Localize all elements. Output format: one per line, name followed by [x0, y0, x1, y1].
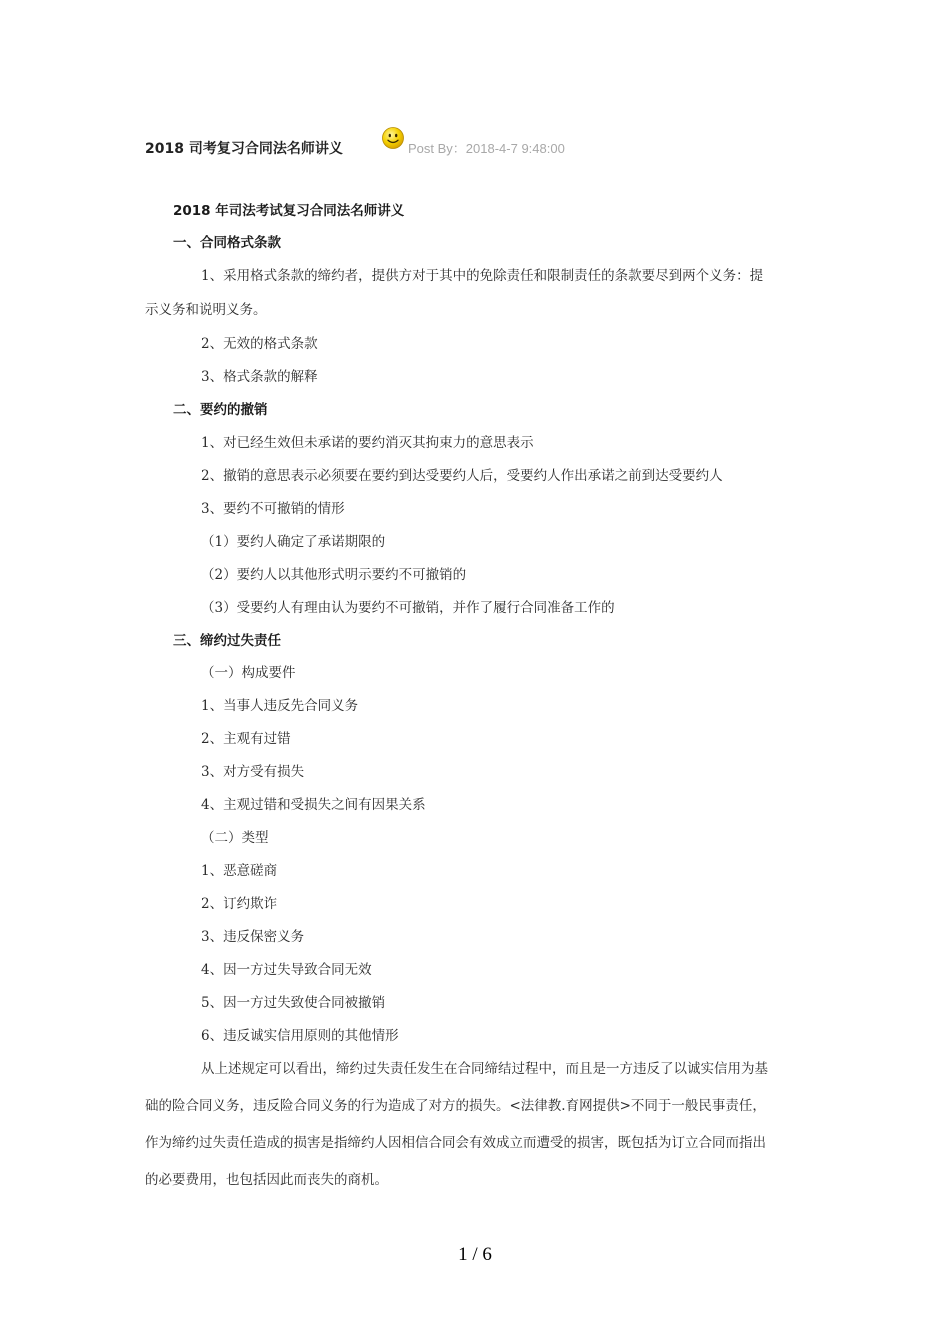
section-heading-3: 三、缔约过失责任: [173, 633, 281, 649]
article-subtitle: 2018 年司法考试复习合同法名师讲义: [173, 203, 405, 219]
section-heading-2: 二、要约的撤销: [173, 402, 268, 418]
post-title: 2018 司考复习合同法名师讲义: [145, 141, 343, 157]
paragraph-line: 从上述规定可以看出，缔约过失责任发生在合同缔结过程中，而且是一方违反了以诚实信用为基: [201, 1061, 768, 1077]
paragraph-line: 作为缔约过失责任造成的损害是指缔约人因相信合同会有效成立而遭受的损害，既包括为订立合同而指出: [145, 1135, 766, 1151]
section1-item1-line2: 示义务和说明义务。: [145, 302, 267, 318]
section2-item3: 3、要约不可撤销的情形: [201, 501, 345, 517]
list-item: 6、违反诚实信用原则的其他情形: [201, 1028, 399, 1044]
page-number: 1 / 6: [458, 1244, 492, 1265]
list-item: 3、违反保密义务: [201, 929, 305, 945]
post-by-meta: Post By：2018-4-7 9:48:00: [408, 141, 565, 156]
section2-item2: 2、撤销的意思表示必须要在要约到达受要约人后，受要约人作出承诺之前到达受要约人: [201, 468, 723, 484]
section1-item1-line1: 1、采用格式条款的缔约者，提供方对于其中的免除责任和限制责任的条款要尽到两个义务：提: [201, 268, 764, 284]
list-item: 2、主观有过错: [201, 731, 291, 747]
section2-sub3: （3）受要约人有理由认为要约不可撤销，并作了履行合同准备工作的: [201, 600, 615, 616]
list-item: 1、恶意磋商: [201, 863, 278, 879]
section2-item1: 1、对已经生效但未承诺的要约消灭其拘束力的意思表示: [201, 435, 534, 451]
list-item: 5、因一方过失致使合同被撤销: [201, 995, 386, 1011]
paragraph-line: 础的险合同义务，违反险合同义务的行为造成了对方的损失。<法律教.育网提供>不同于一般民事责任，: [145, 1098, 766, 1114]
post-header: [145, 126, 845, 164]
list-item: 4、主观过错和受损失之间有因果关系: [201, 797, 426, 813]
list-item: 2、订约欺诈: [201, 896, 278, 912]
list-item: 1、当事人违反先合同义务: [201, 698, 359, 714]
section2-sub2: （2）要约人以其他形式明示要约不可撤销的: [201, 567, 467, 583]
section3-part1-heading: （一）构成要件: [201, 665, 296, 681]
section1-item2: 2、无效的格式条款: [201, 336, 318, 352]
section2-sub1: （1）要约人确定了承诺期限的: [201, 534, 386, 550]
list-item: 3、对方受有损失: [201, 764, 305, 780]
smiley-face-icon: [381, 126, 405, 150]
list-item: 4、因一方过失导致合同无效: [201, 962, 372, 978]
section3-part2-heading: （二）类型: [201, 830, 269, 846]
paragraph-line: 的必要费用，也包括因此而丧失的商机。: [145, 1172, 388, 1188]
section-heading-1: 一、合同格式条款: [173, 235, 281, 251]
section1-item3: 3、格式条款的解释: [201, 369, 318, 385]
